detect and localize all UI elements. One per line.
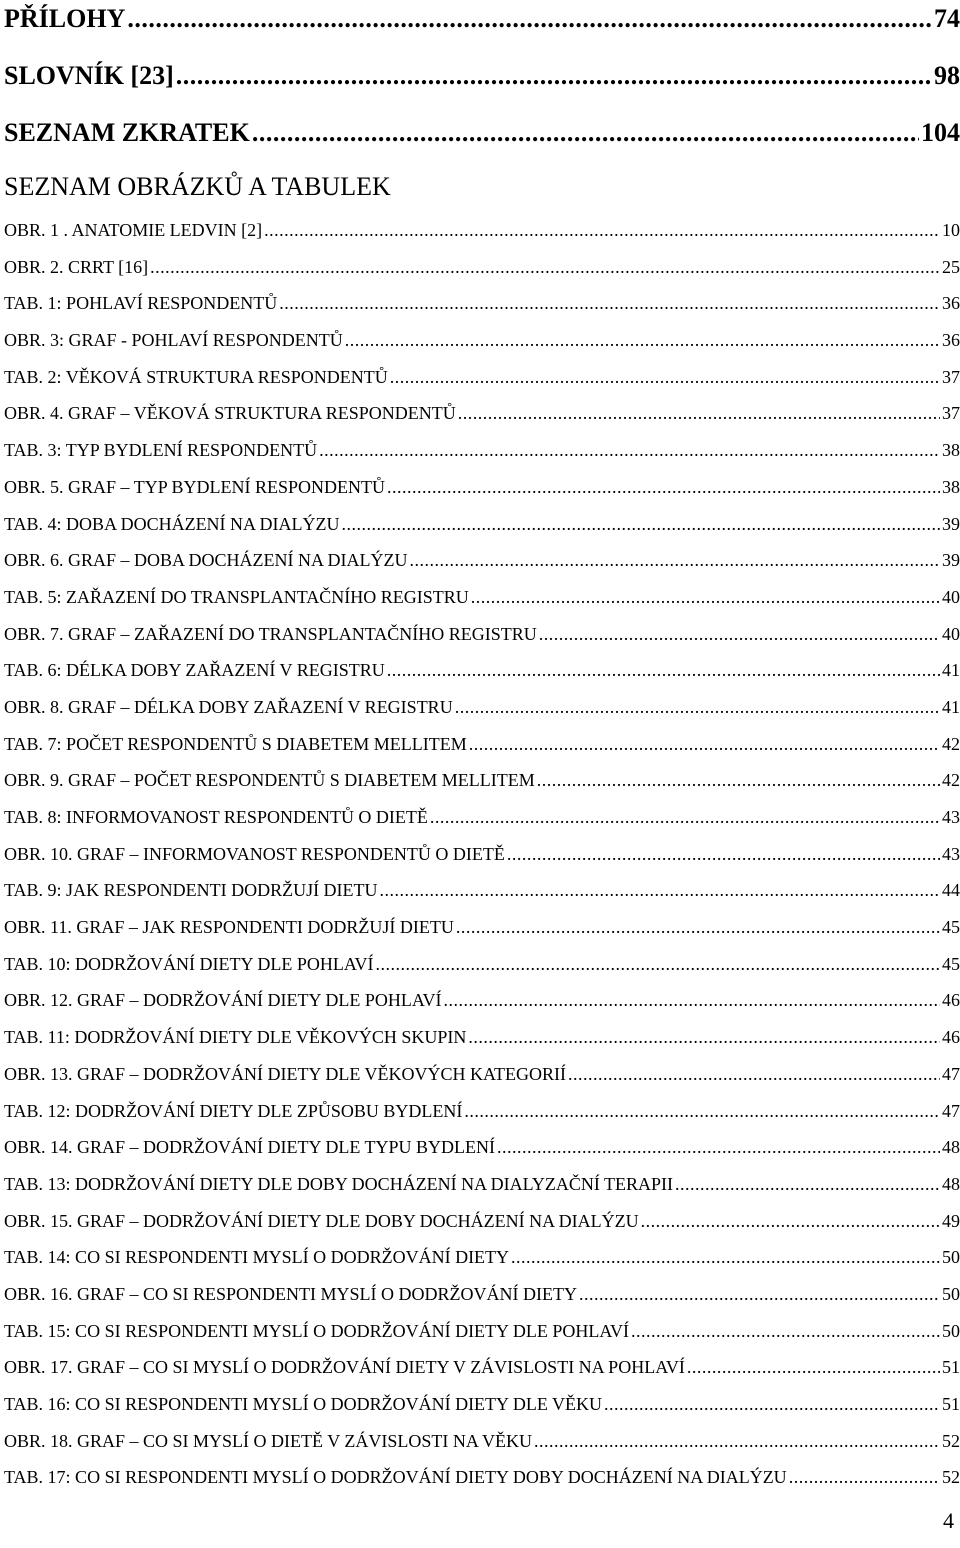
list-item-label: TAB. 2: VĚKOVÁ STRUKTURA RESPONDENTŮ: [4, 366, 388, 387]
dot-leader: [458, 395, 940, 432]
list-item-page: 52: [942, 1430, 960, 1451]
list-item[interactable]: [4, 1276, 960, 1313]
list-item[interactable]: [4, 909, 960, 946]
list-item[interactable]: [4, 799, 960, 836]
list-item-label: TAB. 1: POHLAVÍ RESPONDENTŮ: [4, 293, 278, 314]
dot-leader: [387, 469, 940, 506]
list-item[interactable]: [4, 689, 960, 726]
list-item-label: OBR. 13. GRAF – DODRŽOVÁNÍ DIETY DLE VĚKOVÝCH KATEGORIÍ: [4, 1063, 566, 1084]
list-item[interactable]: [4, 469, 960, 506]
list-item-page: 43: [942, 843, 960, 864]
page-number: 4: [943, 1508, 954, 1533]
list-item[interactable]: [4, 212, 960, 249]
list-item-page: 45: [942, 917, 960, 938]
list-item-label: TAB. 10: DODRŽOVÁNÍ DIETY DLE POHLAVÍ: [4, 953, 374, 974]
list-item-label: TAB. 14: CO SI RESPONDENTI MYSLÍ O DODRŽOVÁNÍ DIETY: [4, 1247, 510, 1268]
dot-leader: [604, 1386, 940, 1423]
dot-leader: [511, 1239, 940, 1276]
toc-entry-label: SLOVNÍK [23]: [4, 61, 174, 90]
toc-entry-slovnik[interactable]: [4, 57, 960, 114]
dot-leader: [464, 1093, 940, 1130]
list-item-label: OBR. 6. GRAF – DOBA DOCHÁZENÍ NA DIALÝZU: [4, 550, 408, 571]
list-item-label: OBR. 18. GRAF – CO SI MYSLÍ O DIETĚ V ZÁVISLOSTI NA VĚKU: [4, 1430, 533, 1451]
list-item-page: 40: [942, 586, 960, 607]
list-item[interactable]: [4, 1203, 960, 1240]
toc-entry-page: 74: [934, 4, 960, 33]
dot-leader: [641, 1203, 940, 1240]
dot-leader: [430, 799, 940, 836]
dot-leader: [319, 432, 940, 469]
toc-entry-prilohy[interactable]: [4, 0, 960, 57]
figures-tables-list: [4, 212, 960, 1496]
list-item-page: 43: [942, 807, 960, 827]
dot-leader: [444, 982, 941, 1019]
list-item-page: 50: [942, 1247, 960, 1268]
list-item[interactable]: [4, 1056, 960, 1093]
list-item-label: OBR. 12. GRAF – DODRŽOVÁNÍ DIETY DLE POHLAVÍ: [4, 990, 442, 1011]
list-item-label: OBR. 17. GRAF – CO SI MYSLÍ O DODRŽOVÁNÍ DIETY V ZÁVISLOSTI NA POHLAVÍ: [4, 1357, 685, 1378]
list-item-page: 42: [942, 770, 960, 791]
list-item-label: OBR. 9. GRAF – POČET RESPONDENTŮ S DIABETEM MELLITEM: [4, 770, 535, 791]
list-item-page: 36: [942, 330, 960, 351]
dot-leader: [568, 1056, 940, 1093]
toc-entry-label: SEZNAM ZKRATEK: [4, 118, 250, 147]
list-item[interactable]: [4, 432, 960, 469]
list-item-page: 44: [942, 880, 960, 901]
dot-leader: [534, 1423, 940, 1460]
toc-entry-page: 98: [934, 61, 960, 90]
list-item-label: OBR. 1 . ANATOMIE LEDVIN [2]: [4, 220, 263, 240]
list-item-label: OBR. 11. GRAF – JAK RESPONDENTI DODRŽUJÍ DIETU: [4, 917, 454, 938]
dot-leader: [387, 652, 940, 689]
dot-leader: [687, 1349, 940, 1386]
list-item-label: TAB. 15: CO SI RESPONDENTI MYSLÍ O DODRŽOVÁNÍ DIETY DLE POHLAVÍ: [4, 1320, 630, 1341]
dot-leader: [345, 322, 940, 359]
dot-leader: [342, 506, 940, 543]
list-item-page: 25: [942, 256, 960, 277]
list-item-label: OBR. 10. GRAF – INFORMOVANOST RESPONDENTŮ O DIETĚ: [4, 843, 505, 864]
list-item-label: TAB. 4: DOBA DOCHÁZENÍ NA DIALÝZU: [4, 513, 340, 534]
list-item[interactable]: [4, 872, 960, 909]
list-item[interactable]: [4, 249, 960, 286]
list-item-label: TAB. 3: TYP BYDLENÍ RESPONDENTŮ: [4, 440, 318, 461]
list-item-page: 46: [942, 1027, 960, 1048]
list-item-page: 46: [942, 990, 960, 1011]
list-item-page: 51: [942, 1357, 960, 1378]
list-item-page: 48: [942, 1137, 960, 1158]
list-item[interactable]: [4, 1239, 960, 1276]
dot-leader: [469, 726, 940, 763]
list-item-page: 47: [942, 1063, 960, 1084]
list-item-page: 36: [942, 293, 960, 314]
dot-leader: [631, 1313, 940, 1350]
list-item[interactable]: [4, 1313, 960, 1350]
list-item[interactable]: [4, 285, 960, 322]
list-item-page: 51: [942, 1394, 960, 1414]
dot-leader: [675, 1166, 940, 1203]
list-item-page: 10: [942, 220, 960, 240]
list-item-page: 50: [942, 1320, 960, 1341]
list-item-label: TAB. 6: DÉLKA DOBY ZAŘAZENÍ V REGISTRU: [4, 660, 385, 681]
list-item-label: TAB. 9: JAK RESPONDENTI DODRŽUJÍ DIETU: [4, 880, 378, 901]
list-item-label: TAB. 17: CO SI RESPONDENTI MYSLÍ O DODRŽOVÁNÍ DIETY DOBY DOCHÁZENÍ NA DIALÝZU: [4, 1467, 787, 1488]
list-item-label: TAB. 16: CO SI RESPONDENTI MYSLÍ O DODRŽOVÁNÍ DIETY DLE VĚKU: [4, 1394, 603, 1414]
list-item-label: OBR. 15. GRAF – DODRŽOVÁNÍ DIETY DLE DOBY DOCHÁZENÍ NA DIALÝZU: [4, 1210, 639, 1231]
list-item[interactable]: [4, 1423, 960, 1460]
list-heading: SEZNAM OBRÁZKŮ A TABULEK: [4, 172, 391, 201]
list-item[interactable]: [4, 652, 960, 689]
dot-leader: [579, 1276, 940, 1313]
list-item[interactable]: [4, 322, 960, 359]
list-item[interactable]: [4, 1093, 960, 1130]
list-item-label: OBR. 16. GRAF – CO SI RESPONDENTI MYSLÍ O DODRŽOVÁNÍ DIETY: [4, 1283, 578, 1304]
dot-leader: [497, 1129, 940, 1166]
list-item-label: TAB. 8: INFORMOVANOST RESPONDENTŮ O DIETĚ: [4, 807, 428, 827]
toc-entry-seznam-zkratek[interactable]: [4, 114, 960, 171]
list-item-page: 38: [942, 440, 960, 461]
list-item[interactable]: [4, 542, 960, 579]
list-item[interactable]: [4, 982, 960, 1019]
list-item-page: 47: [942, 1100, 960, 1121]
list-item[interactable]: [4, 395, 960, 432]
list-item[interactable]: [4, 359, 960, 396]
dot-leader: [252, 114, 919, 152]
list-item-label: TAB. 12: DODRŽOVÁNÍ DIETY DLE ZPŮSOBU BYDLENÍ: [4, 1100, 463, 1121]
dot-leader: [279, 285, 940, 322]
list-item[interactable]: [4, 762, 960, 799]
dot-leader: [150, 249, 940, 286]
toc-entry-page: 104: [921, 118, 960, 147]
list-item-page: 48: [942, 1173, 960, 1194]
list-item-label: TAB. 7: POČET RESPONDENTŮ S DIABETEM MELLITEM: [4, 733, 467, 754]
list-item[interactable]: [4, 616, 960, 653]
dot-leader: [264, 212, 940, 249]
list-item-page: 41: [942, 696, 960, 717]
dot-leader: [471, 579, 940, 616]
list-item-label: OBR. 8. GRAF – DÉLKA DOBY ZAŘAZENÍ V REGISTRU: [4, 696, 453, 717]
list-item-label: OBR. 14. GRAF – DODRŽOVÁNÍ DIETY DLE TYPU BYDLENÍ: [4, 1137, 495, 1158]
list-item-label: OBR. 4. GRAF – VĚKOVÁ STRUKTURA RESPONDENTŮ: [4, 403, 456, 424]
list-item[interactable]: [4, 836, 960, 873]
list-item-page: 38: [942, 476, 960, 497]
list-item-label: OBR. 2. CRRT [16]: [4, 256, 149, 277]
list-item-page: 50: [942, 1283, 960, 1304]
dot-leader: [380, 872, 940, 909]
dot-leader: [455, 689, 940, 726]
list-item[interactable]: [4, 506, 960, 543]
dot-leader: [507, 836, 940, 873]
list-item-page: 49: [942, 1210, 960, 1231]
list-item-page: 39: [942, 513, 960, 534]
list-item[interactable]: [4, 726, 960, 763]
list-item[interactable]: [4, 1349, 960, 1386]
toc-main-entries: [4, 0, 960, 171]
list-item-label: TAB. 13: DODRŽOVÁNÍ DIETY DLE DOBY DOCHÁZENÍ NA DIALYZAČNÍ TERAPII: [4, 1173, 674, 1194]
dot-leader: [537, 762, 940, 799]
list-item[interactable]: [4, 1459, 960, 1496]
list-item-page: 52: [942, 1467, 960, 1488]
list-item-page: 39: [942, 550, 960, 571]
dot-leader: [176, 57, 932, 95]
list-item-page: 40: [942, 623, 960, 644]
list-item-page: 42: [942, 733, 960, 754]
list-item[interactable]: [4, 1166, 960, 1203]
dot-leader: [127, 0, 932, 38]
dot-leader: [468, 1019, 940, 1056]
list-item-label: OBR. 7. GRAF – ZAŘAZENÍ DO TRANSPLANTAČNÍHO REGISTRU: [4, 623, 537, 644]
list-item-page: 37: [942, 403, 960, 424]
dot-leader: [410, 542, 940, 579]
list-item-label: TAB. 5: ZAŘAZENÍ DO TRANSPLANTAČNÍHO REGISTRU: [4, 586, 469, 607]
list-item-page: 41: [942, 660, 960, 681]
list-item-label: OBR. 3: GRAF - POHLAVÍ RESPONDENTŮ: [4, 330, 343, 351]
dot-leader: [539, 616, 940, 653]
dot-leader: [456, 909, 940, 946]
dot-leader: [376, 946, 940, 983]
list-item-label: TAB. 11: DODRŽOVÁNÍ DIETY DLE VĚKOVÝCH SKUPIN: [4, 1027, 467, 1048]
list-item[interactable]: [4, 1129, 960, 1166]
list-item[interactable]: [4, 946, 960, 983]
list-item[interactable]: [4, 1019, 960, 1056]
list-item[interactable]: [4, 579, 960, 616]
toc-entry-label: PŘÍLOHY: [4, 4, 126, 33]
list-item-page: 37: [942, 366, 960, 387]
dot-leader: [789, 1459, 940, 1496]
list-item-label: OBR. 5. GRAF – TYP BYDLENÍ RESPONDENTŮ: [4, 476, 386, 497]
list-item-page: 45: [942, 953, 960, 974]
list-item[interactable]: [4, 1386, 960, 1423]
dot-leader: [390, 359, 940, 396]
